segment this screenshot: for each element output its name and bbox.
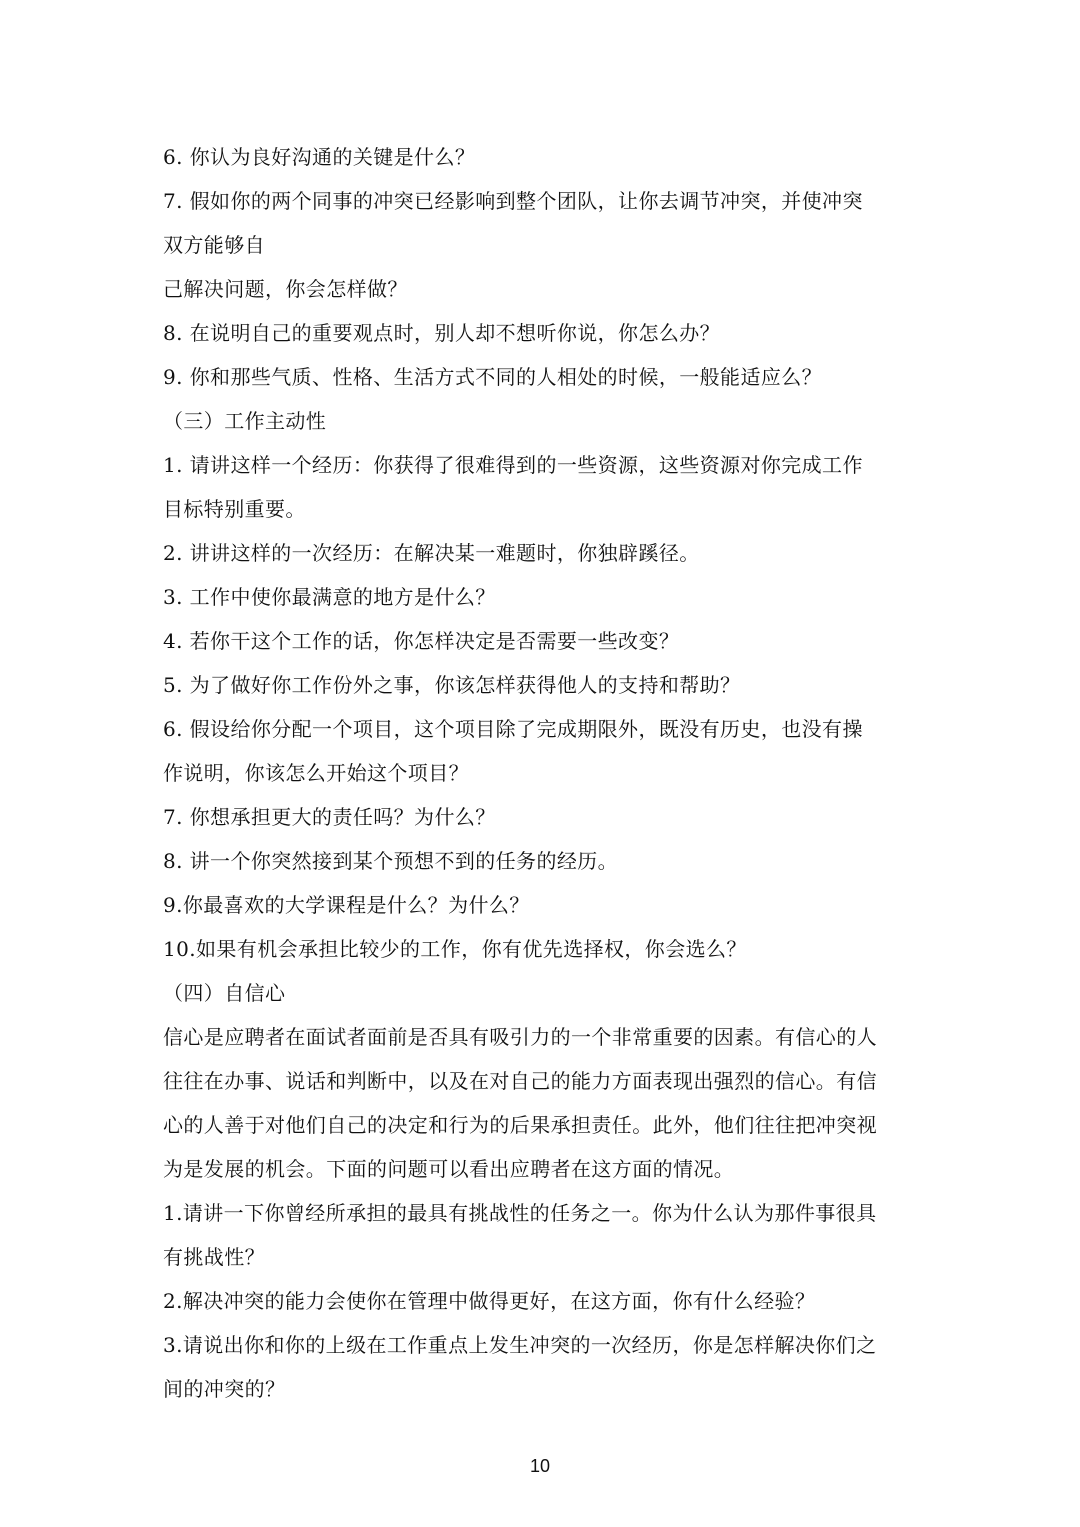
text-line: 6. 假设给你分配一个项目，这个项目除了完成期限外，既没有历史，也没有操: [163, 717, 863, 741]
text-line: 1. 请讲这样一个经历：你获得了很难得到的一些资源，这些资源对你完成工作: [163, 453, 863, 477]
text-line: 为是发展的机会。下面的问题可以看出应聘者在这方面的情况。: [163, 1157, 735, 1181]
page-number: 10: [529, 1456, 551, 1476]
text-line: 目标特别重要。: [163, 497, 306, 521]
text-line: 9. 你和那些气质、性格、生活方式不同的人相处的时候，一般能适应么？: [163, 365, 823, 389]
text-line: 8. 在说明自己的重要观点时，别人却不想听你说，你怎么办？: [163, 321, 721, 345]
text-line: 1.请讲一下你曾经所承担的最具有挑战性的任务之一。你为什么认为那件事很具: [163, 1201, 877, 1225]
text-line: 双方能够自: [163, 233, 265, 257]
text-line: 往往在办事、说话和判断中，以及在对自己的能力方面表现出强烈的信心。有信: [163, 1069, 877, 1093]
text-line: 4. 若你干这个工作的话，你怎样决定是否需要一些改变？: [163, 629, 680, 653]
section-heading: （四）自信心: [163, 981, 286, 1005]
text-line: 9.你最喜欢的大学课程是什么？为什么？: [163, 893, 530, 917]
text-line: 3.请说出你和你的上级在工作重点上发生冲突的一次经历，你是怎样解决你们之: [163, 1333, 877, 1357]
text-line: 7. 假如你的两个同事的冲突已经影响到整个团队，让你去调节冲突，并使冲突: [163, 189, 863, 213]
text-line: 3. 工作中使你最满意的地方是什么？: [163, 585, 496, 609]
text-line: 己解决问题，你会怎样做？: [163, 277, 408, 301]
text-line: 间的冲突的？: [163, 1377, 286, 1401]
text-line: 8. 讲一个你突然接到某个预想不到的任务的经历。: [163, 849, 619, 873]
text-line: 7. 你想承担更大的责任吗？为什么？: [163, 805, 496, 829]
text-line: 2.解决冲突的能力会使你在管理中做得更好，在这方面，你有什么经验？: [163, 1289, 816, 1313]
text-line: 10.如果有机会承担比较少的工作，你有优先选择权，你会选么？: [163, 937, 747, 961]
text-line: 作说明，你该怎么开始这个项目？: [163, 761, 469, 785]
section-heading: （三）工作主动性: [163, 409, 327, 433]
text-line: 5. 为了做好你工作份外之事，你该怎样获得他人的支持和帮助？: [163, 673, 741, 697]
text-line: 6. 你认为良好沟通的关键是什么？: [163, 145, 476, 169]
text-line: 2. 讲讲这样的一次经历：在解决某一难题时，你独辟蹊径。: [163, 541, 700, 565]
text-line: 信心是应聘者在面试者面前是否具有吸引力的一个非常重要的因素。有信心的人: [163, 1025, 877, 1049]
text-line: 心的人善于对他们自己的决定和行为的后果承担责任。此外，他们往往把冲突视: [163, 1113, 877, 1137]
text-line: 有挑战性？: [163, 1245, 265, 1269]
body-text: [163, 135, 923, 1411]
